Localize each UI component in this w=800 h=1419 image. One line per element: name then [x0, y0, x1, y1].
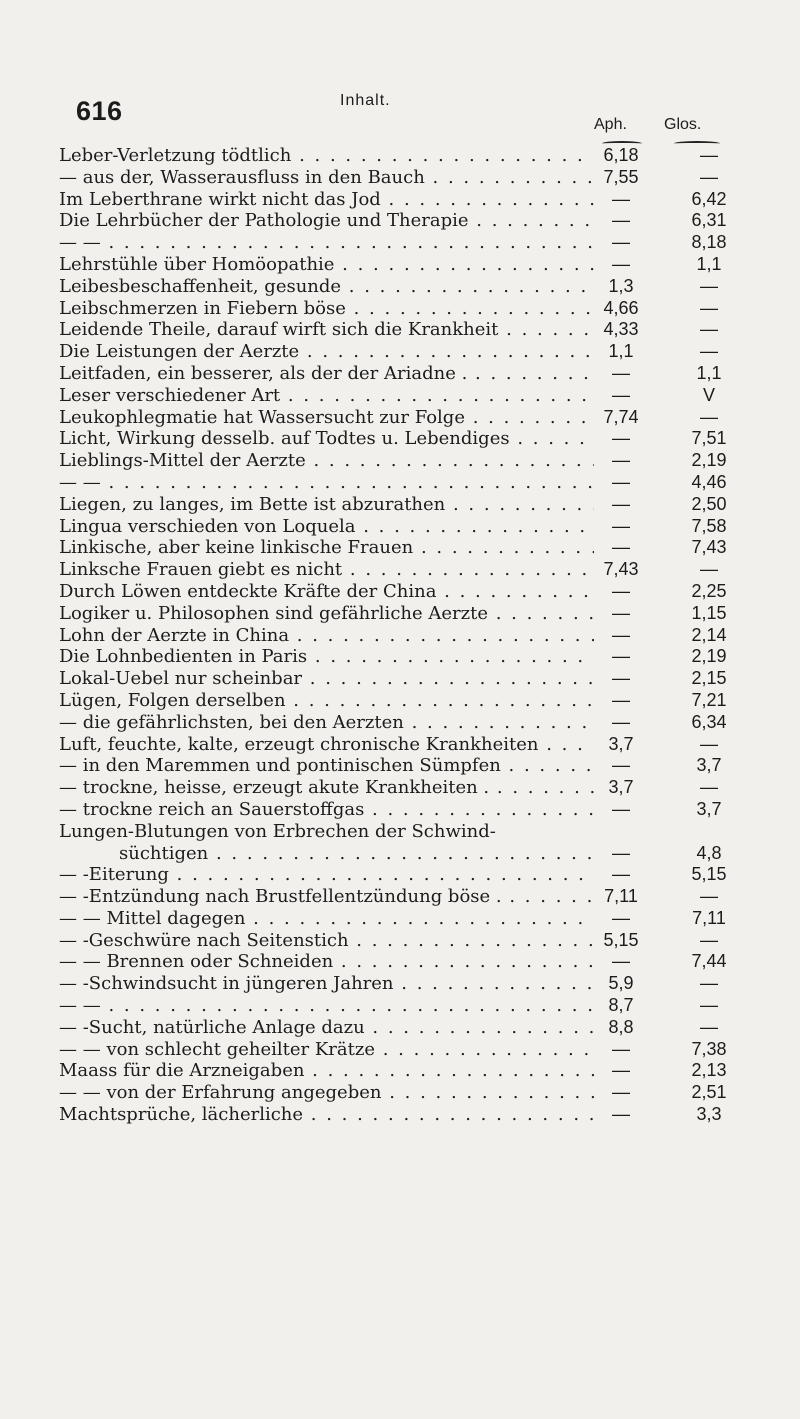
- index-entry: [59, 1104, 749, 1126]
- aph-reference: 1,1: [608, 341, 634, 362]
- index-entry: [59, 385, 749, 407]
- aph-reference: —: [612, 1082, 630, 1103]
- glos-reference: 7,38: [691, 1038, 727, 1059]
- aph-reference: —: [612, 1104, 630, 1125]
- entry-text: [59, 799, 594, 821]
- entry-text: [59, 625, 594, 647]
- entry-text: [59, 341, 594, 363]
- glos-reference: —: [700, 995, 718, 1016]
- aph-reference: —: [612, 1038, 630, 1059]
- entry-text: [59, 1104, 594, 1126]
- aph-reference: —: [612, 711, 630, 732]
- entry-label: — — von der Erfahrung angegeben: [59, 1082, 382, 1104]
- entry-text: [59, 930, 594, 952]
- entry-label: — -Geschwüre nach Seitenstich: [59, 929, 349, 951]
- entry-text: [59, 886, 594, 908]
- entry-label: Lieblings-Mittel der Aerzte: [59, 450, 306, 472]
- entry-text: [59, 167, 594, 189]
- glos-reference: 2,19: [691, 450, 727, 471]
- entry-text: [59, 428, 594, 450]
- glos-reference: 1,1: [696, 362, 722, 383]
- aph-reference: —: [612, 188, 630, 209]
- glos-reference: —: [700, 733, 718, 754]
- index-entry: [59, 167, 749, 189]
- aph-reference: 7,74: [603, 406, 639, 427]
- index-entry: [59, 1082, 749, 1104]
- entry-text: [59, 276, 594, 298]
- index-entry: [59, 973, 749, 995]
- entry-text: [59, 298, 594, 320]
- entry-label: Linkische, aber keine linkische Frauen: [59, 537, 414, 559]
- glos-reference: 2,14: [691, 624, 727, 645]
- index-entry: [59, 319, 749, 341]
- entry-text: [59, 1017, 594, 1039]
- glos-reference: —: [700, 319, 718, 340]
- entry-label: — — Mittel dagegen: [59, 907, 246, 929]
- glos-reference: —: [700, 973, 718, 994]
- aph-reference: —: [612, 450, 630, 471]
- aph-reference: 4,33: [603, 319, 639, 340]
- entry-label: Die Leistungen der Aerzte: [59, 341, 300, 363]
- entry-text: [59, 1039, 594, 1061]
- aph-reference: —: [612, 515, 630, 536]
- glos-reference: 2,51: [691, 1082, 727, 1103]
- entry-label: süchtigen: [119, 842, 209, 864]
- page-number: 616: [76, 96, 123, 126]
- index-entry: [59, 537, 749, 559]
- glos-reference: 1,15: [691, 602, 727, 623]
- glos-reference: 7,43: [691, 537, 727, 558]
- entry-label: Leukophlegmatie hat Wassersucht zur Folge: [59, 406, 465, 428]
- entry-text: [59, 450, 594, 472]
- running-title: Inhalt.: [340, 92, 391, 109]
- index-entry: [59, 276, 749, 298]
- glos-reference: 2,13: [691, 1060, 727, 1081]
- entry-text: [59, 646, 594, 668]
- aph-reference: —: [612, 907, 630, 928]
- glos-reference: 2,50: [691, 493, 727, 514]
- entry-text: [59, 843, 594, 865]
- entry-label: Durch Löwen entdeckte Kräfte der China: [59, 580, 437, 602]
- index-entry: [59, 712, 749, 734]
- aph-reference: —: [612, 471, 630, 492]
- glos-reference: —: [700, 145, 718, 165]
- glos-reference: —: [700, 166, 718, 187]
- entry-text: [59, 559, 594, 581]
- entry-label: — die gefährlichsten, bei den Aerzten: [59, 711, 404, 733]
- entry-label: Die Lohnbedienten in Paris: [59, 646, 308, 668]
- aph-reference: —: [612, 689, 630, 710]
- index-entry: [59, 450, 749, 472]
- index-entry: [59, 668, 749, 690]
- entry-label: Lohn der Aerzte in China: [59, 624, 290, 646]
- entry-label: — -Sucht, natürliche Anlage dazu: [59, 1016, 365, 1038]
- entry-label: Lügen, Folgen derselben: [59, 689, 286, 711]
- glos-reference: 3,7: [696, 798, 722, 819]
- index-entry: [59, 821, 749, 843]
- aph-reference: —: [612, 624, 630, 645]
- index-entry: [59, 210, 749, 232]
- entry-text: [59, 734, 594, 756]
- index-entry: [59, 1039, 749, 1061]
- entry-label: — —: [59, 995, 101, 1017]
- index-entry: [59, 341, 749, 363]
- index-entry: [59, 1060, 749, 1082]
- aph-reference: —: [612, 951, 630, 972]
- entry-text: [59, 254, 594, 276]
- aph-reference: 4,66: [603, 297, 639, 318]
- aph-reference: —: [612, 580, 630, 601]
- glos-reference: 5,15: [691, 864, 727, 885]
- index-entry: [59, 145, 749, 167]
- entry-label: — in den Maremmen und pontinischen Sümpfen: [59, 755, 501, 777]
- glos-reference: —: [700, 297, 718, 318]
- index-entry: [59, 886, 749, 908]
- aph-reference: —: [612, 253, 630, 274]
- entry-label: — -Eiterung: [59, 864, 169, 886]
- index-entry: [59, 472, 749, 494]
- glos-reference: 6,42: [691, 188, 727, 209]
- entry-label: — —: [59, 471, 101, 493]
- entry-label: — —: [59, 232, 101, 254]
- glos-reference: —: [700, 777, 718, 798]
- aph-reference: —: [612, 668, 630, 689]
- entry-label: Maass für die Arzneigaben: [59, 1060, 305, 1082]
- aph-reference: 1,3: [608, 275, 634, 296]
- index-entry: [59, 951, 749, 973]
- glos-reference: 7,11: [692, 907, 726, 928]
- entry-text: [59, 319, 594, 341]
- glos-reference: 6,34: [691, 711, 727, 732]
- column-header-glos: Glos.: [664, 116, 702, 133]
- index-entry: [59, 232, 749, 254]
- aph-reference: —: [612, 493, 630, 514]
- glos-reference: —: [700, 559, 718, 580]
- aph-reference: 8,7: [608, 995, 634, 1016]
- entry-text: [59, 472, 594, 494]
- index-entry: [59, 995, 749, 1017]
- entry-text: [59, 908, 594, 930]
- entry-label: Im Leberthrane wirkt nicht das Jod: [59, 188, 381, 210]
- entry-text: [59, 1082, 594, 1104]
- aph-reference: 8,8: [608, 1016, 634, 1037]
- glos-reference: —: [700, 275, 718, 296]
- entry-label: Leibesbeschaffenheit, gesunde: [59, 275, 342, 297]
- entry-label: Lungen-Blutungen von Erbrechen der Schwind-: [59, 820, 496, 842]
- entry-label: Lingua verschieden von Loquela: [59, 515, 356, 537]
- glos-reference: 4,8: [696, 842, 722, 863]
- entry-label: Lokal-Uebel nur scheinbar: [59, 668, 303, 690]
- aph-reference: —: [612, 362, 630, 383]
- index-entry: [59, 864, 749, 886]
- index-entry: [59, 494, 749, 516]
- entry-label: Luft, feuchte, kalte, erzeugt chronische Krankheiten: [59, 733, 539, 755]
- entry-text: [59, 864, 594, 886]
- entry-text: [59, 995, 594, 1017]
- aph-reference: 6,18: [603, 145, 639, 165]
- glos-reference: —: [700, 1016, 718, 1037]
- glos-reference: 3,7: [696, 755, 722, 776]
- index-entry: [59, 559, 749, 581]
- entry-label: Leber-Verletzung tödtlich: [59, 145, 292, 166]
- index-entry: [59, 428, 749, 450]
- aph-reference: —: [612, 798, 630, 819]
- entry-label: Lehrstühle über Homöopathie: [59, 253, 335, 275]
- entry-text: [59, 821, 594, 843]
- entry-text: [59, 603, 594, 625]
- aph-reference: —: [612, 1060, 630, 1081]
- entry-label: — -Schwindsucht in jüngeren Jahren: [59, 973, 394, 995]
- aph-reference: —: [612, 232, 630, 253]
- entry-label: — — von schlecht geheilter Krätze: [59, 1038, 376, 1060]
- entry-label: Leser verschiedener Art: [59, 384, 281, 406]
- entry-text: [59, 537, 594, 559]
- aph-reference: —: [612, 755, 630, 776]
- entry-text: [59, 777, 594, 799]
- entry-label: — trockne reich an Sauerstoffgas: [59, 798, 365, 820]
- glos-reference: 7,21: [691, 689, 727, 710]
- glos-reference: 3,3: [696, 1104, 722, 1125]
- glos-reference: 8,18: [691, 232, 727, 253]
- entry-label: Linksche Frauen giebt es nicht: [59, 559, 343, 581]
- aph-reference: —: [612, 646, 630, 667]
- entry-text: [59, 951, 594, 973]
- entry-text: [59, 581, 594, 603]
- glos-reference: 7,51: [691, 428, 727, 449]
- aph-reference: —: [612, 428, 630, 449]
- entry-label: — trockne, heisse, erzeugt akute Krankheiten .: [59, 777, 490, 799]
- entry-label: Leitfaden, ein besserer, als der der Ariadne .: [59, 362, 468, 384]
- glos-reference: 4,46: [691, 471, 727, 492]
- entry-text: [59, 690, 594, 712]
- glos-reference: 2,15: [691, 668, 727, 689]
- glos-reference: 6,31: [691, 210, 727, 231]
- glos-reference: —: [700, 341, 718, 362]
- index-entry: [59, 603, 749, 625]
- glos-reference: V: [702, 384, 715, 405]
- index-entry: [59, 254, 749, 276]
- index-entry: [59, 908, 749, 930]
- entry-text: [59, 668, 594, 690]
- index-entry: [59, 625, 749, 647]
- entry-label: Leidende Theile, darauf wirft sich die Krankheit: [59, 319, 499, 341]
- index-entry: [59, 734, 749, 756]
- index-entry: [59, 189, 749, 211]
- entry-label: Logiker u. Philosophen sind gefährliche Aerzte: [59, 602, 488, 624]
- entry-label: — aus der, Wasserausfluss in den Bauch: [59, 166, 425, 188]
- aph-reference: 7,55: [603, 166, 639, 187]
- entry-text: [59, 363, 594, 385]
- entry-label: Die Lehrbücher der Pathologie und Therapie: [59, 210, 469, 232]
- aph-reference: —: [612, 842, 630, 863]
- index-entry: [59, 407, 749, 429]
- aph-reference: 7,11: [604, 886, 638, 907]
- aph-reference: 7,43: [603, 559, 639, 580]
- entry-text: [59, 516, 594, 538]
- aph-reference: —: [612, 537, 630, 558]
- index-entry: [59, 843, 749, 865]
- entry-text: [59, 1060, 594, 1082]
- index-entry: [59, 363, 749, 385]
- entry-label: Leibschmerzen in Fiebern böse: [59, 297, 346, 319]
- index-entry: [59, 930, 749, 952]
- entry-label: — -Entzündung nach Brustfellentzündung böse .: [59, 886, 502, 908]
- glos-reference: 7,58: [691, 515, 727, 536]
- aph-reference: —: [612, 602, 630, 623]
- index-entry: [59, 690, 749, 712]
- column-header-aph: Aph.: [594, 116, 627, 133]
- index-entry: [59, 799, 749, 821]
- index-entry: [59, 581, 749, 603]
- entry-text: [59, 494, 594, 516]
- entry-text: [59, 145, 594, 167]
- entry-text: [59, 407, 594, 429]
- entry-text: [59, 210, 594, 232]
- entry-text: [59, 712, 594, 734]
- aph-reference: —: [612, 384, 630, 405]
- aph-reference: 3,7: [608, 777, 634, 798]
- entry-text: [59, 385, 594, 407]
- entry-text: [59, 973, 594, 995]
- entry-label: Machtsprüche, lächerliche: [59, 1104, 304, 1126]
- index-entry: [59, 755, 749, 777]
- entry-label: Licht, Wirkung desselb. auf Todtes u. Lebendiges: [59, 428, 510, 450]
- index-entry: [59, 1017, 749, 1039]
- aph-reference: 5,15: [603, 929, 639, 950]
- entry-label: Liegen, zu langes, im Bette ist abzurathen: [59, 493, 446, 515]
- glos-reference: 1,1: [696, 253, 722, 274]
- index-entry: [59, 298, 749, 320]
- entry-text: [59, 189, 594, 211]
- index-entry: [59, 516, 749, 538]
- aph-reference: —: [612, 864, 630, 885]
- index-entries: [59, 145, 749, 1126]
- index-entry: [59, 777, 749, 799]
- glos-reference: 2,19: [691, 646, 727, 667]
- glos-reference: 7,44: [691, 951, 727, 972]
- entry-text: [59, 755, 594, 777]
- aph-reference: 3,7: [608, 733, 634, 754]
- glos-reference: —: [700, 886, 718, 907]
- glos-reference: —: [700, 406, 718, 427]
- entry-text: [59, 232, 594, 254]
- glos-reference: —: [700, 929, 718, 950]
- index-entry: [59, 646, 749, 668]
- aph-reference: —: [612, 210, 630, 231]
- entry-label: — — Brennen oder Schneiden: [59, 951, 334, 973]
- glos-reference: 2,25: [691, 580, 727, 601]
- aph-reference: 5,9: [608, 973, 634, 994]
